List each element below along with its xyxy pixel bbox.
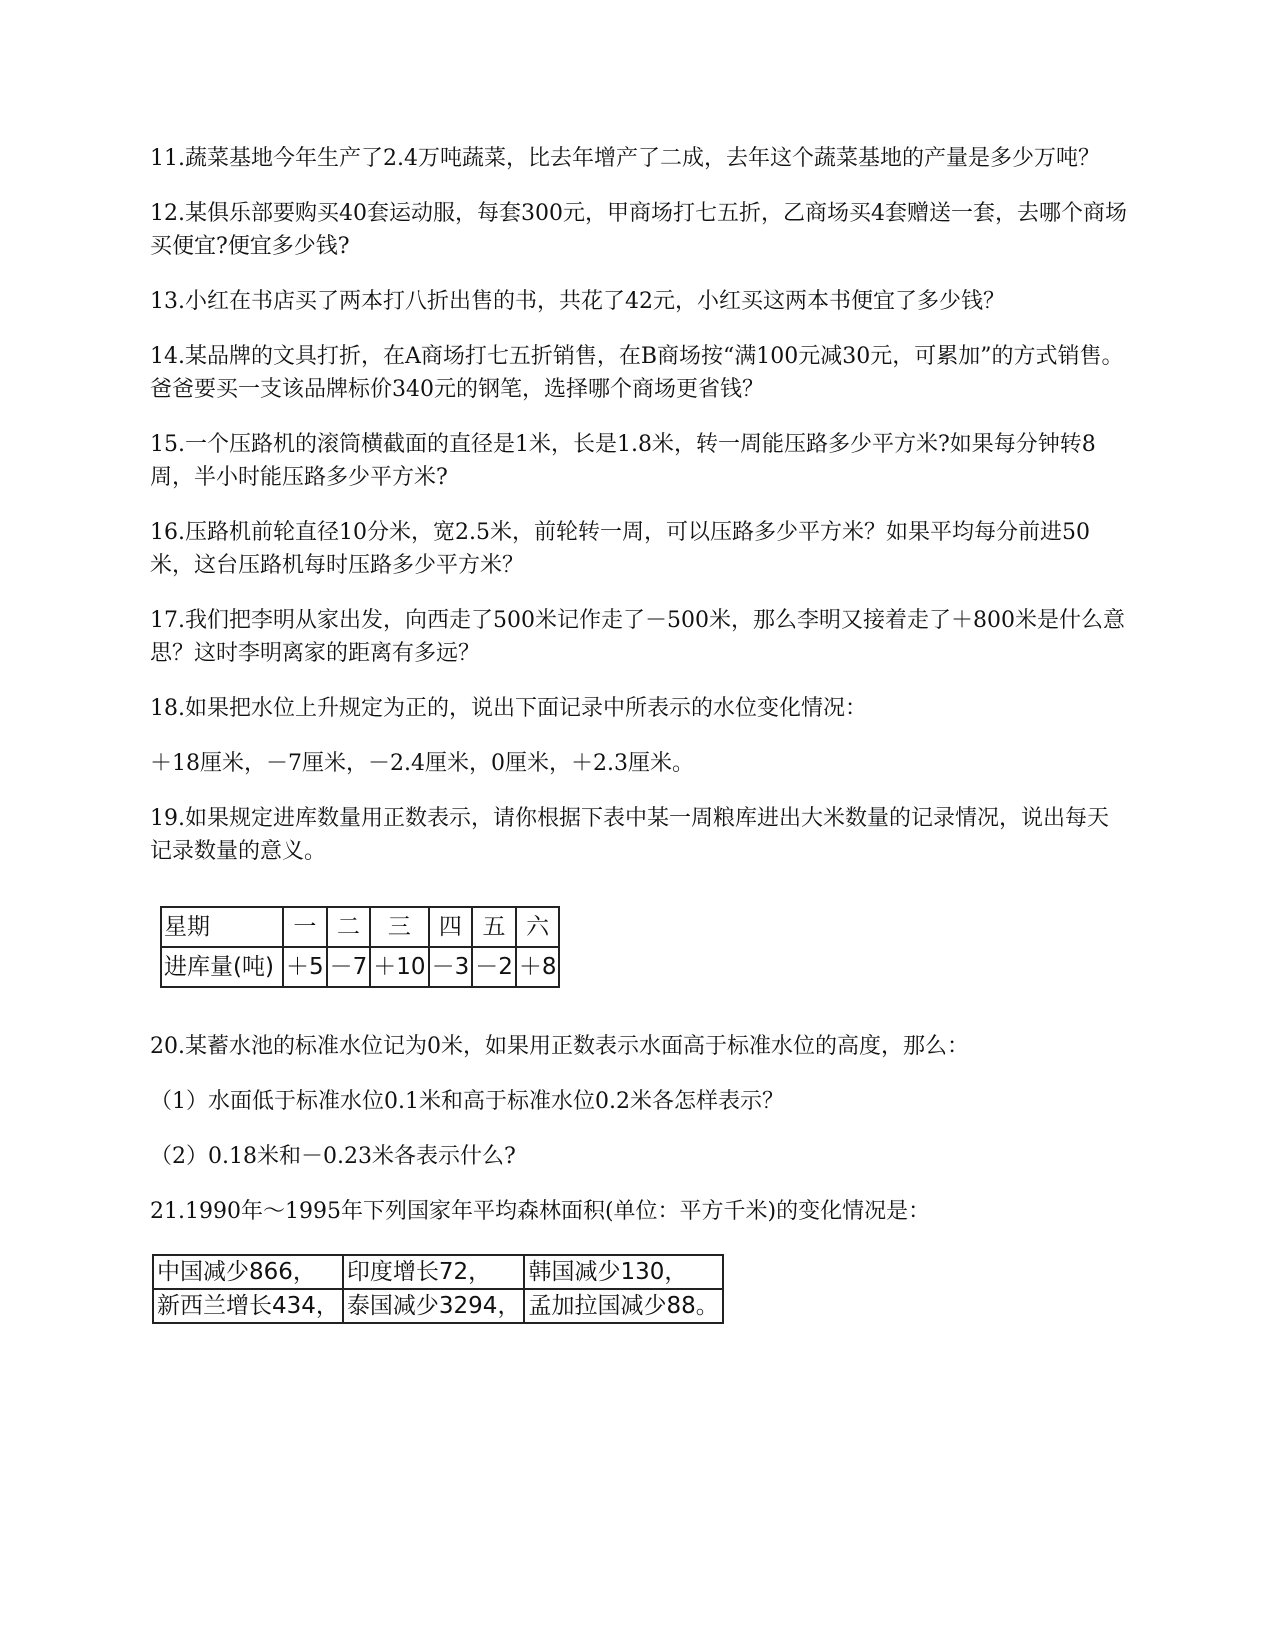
table-cell: 一 (283, 907, 327, 947)
table-cell: 泰国减少3294， (343, 1289, 525, 1323)
question-13: 13.小红在书店买了两本打八折出售的书，共花了42元，小红买这两本书便宜了多少钱？ (150, 289, 1005, 314)
table-cell: 孟加拉国减少88。 (524, 1289, 722, 1323)
table-cell: ＋8 (516, 947, 560, 987)
question-20-part-1: （1）水面低于标准水位0.1米和高于标准水位0.2米各怎样表示？ (150, 1089, 784, 1114)
question-18: 18.如果把水位上升规定为正的，说出下面记录中所表示的水位变化情况： (150, 696, 867, 721)
question-12: 12.某俱乐部要购买40套运动服，每套300元，甲商场打七五折，乙商场买4套赠送一套，去哪个商场买便宜?便宜多少钱? (150, 201, 1127, 259)
question-17: 17.我们把李明从家出发，向西走了500米记作走了－500米，那么李明又接着走了＋800米是什么意思？这时李明离家的距离有多远？ (150, 608, 1125, 666)
table-cell: 二 (327, 907, 371, 947)
question-19: 19.如果规定进库数量用正数表示，请你根据下表中某一周粮库进出大米数量的记录情况，说出每天记录数量的意义。 (150, 806, 1109, 864)
question-14: 14.某品牌的文具打折，在A商场打七五折销售，在B商场按“满100元减30元，可累加”的方式销售。爸爸要买一支该品牌标价340元的钢笔，选择哪个商场更省钱？ (150, 344, 1124, 402)
forest-change-table (152, 1254, 724, 1324)
table-cell: ＋10 (370, 947, 428, 987)
table-row (161, 907, 559, 947)
table-cell: 印度增长72， (343, 1255, 525, 1289)
table-cell: 星期 (161, 907, 283, 947)
table-cell: 四 (429, 907, 473, 947)
table-cell: 六 (516, 907, 560, 947)
table-row (153, 1289, 723, 1323)
table-cell: 中国减少866， (153, 1255, 343, 1289)
question-18-values: ＋18厘米，－7厘米，－2.4厘米，0厘米，＋2.3厘米。 (150, 751, 694, 776)
table-cell: 进库量(吨) (161, 947, 283, 987)
question-20-part-2: （2）0.18米和－0.23米各表示什么? (150, 1144, 516, 1169)
table-cell: 新西兰增长434， (153, 1289, 343, 1323)
week-storage-table (160, 906, 560, 988)
table-cell: －7 (327, 947, 371, 987)
question-20: 20.某蓄水池的标准水位记为0米，如果用正数表示水面高于标准水位的高度，那么： (150, 1034, 969, 1059)
worksheet-page (150, 142, 1130, 1324)
question-15: 15.一个压路机的滚筒横截面的直径是1米，长是1.8米，转一周能压路多少平方米?如果每分钟转8周，半小时能压路多少平方米? (150, 432, 1096, 490)
table-cell: 三 (370, 907, 428, 947)
table-row (153, 1255, 723, 1289)
table-cell: 韩国减少130， (524, 1255, 722, 1289)
table-row (161, 947, 559, 987)
table-cell: －2 (472, 947, 516, 987)
question-11: 11.蔬菜基地今年生产了2.4万吨蔬菜，比去年增产了二成，去年这个蔬菜基地的产量是多少万吨？ (150, 146, 1100, 171)
table-cell: 五 (472, 907, 516, 947)
question-21: 21.1990年～1995年下列国家年平均森林面积(单位：平方千米)的变化情况是： (150, 1199, 931, 1224)
question-16: 16.压路机前轮直径10分米，宽2.5米，前轮转一周，可以压路多少平方米？如果平均每分前进50米，这台压路机每时压路多少平方米？ (150, 520, 1090, 578)
table-cell: －3 (429, 947, 473, 987)
table-cell: ＋5 (283, 947, 327, 987)
